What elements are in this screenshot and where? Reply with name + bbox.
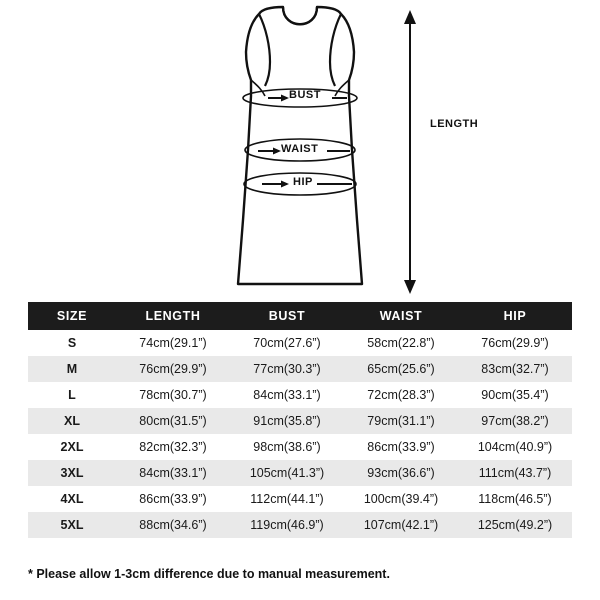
cell-length: 84cm(33.1”) [116, 460, 230, 486]
table-header-row [28, 302, 572, 330]
cell-hip: 76cm(29.9”) [458, 330, 572, 356]
cell-waist: 93cm(36.6”) [344, 460, 458, 486]
cell-waist: 100cm(39.4”) [344, 486, 458, 512]
table-row [28, 512, 572, 538]
cell-length: 86cm(33.9”) [116, 486, 230, 512]
cell-waist: 58cm(22.8”) [344, 330, 458, 356]
cell-length: 74cm(29.1”) [116, 330, 230, 356]
table-row [28, 356, 572, 382]
table-row [28, 330, 572, 356]
waist-label: WAIST [281, 143, 319, 155]
size-table [28, 302, 572, 538]
cell-hip: 104cm(40.9”) [458, 434, 572, 460]
column-header-waist: WAIST [344, 302, 458, 330]
cell-hip: 118cm(46.5”) [458, 486, 572, 512]
table-row [28, 408, 572, 434]
cell-bust: 84cm(33.1”) [230, 382, 344, 408]
cell-hip: 97cm(38.2”) [458, 408, 572, 434]
cell-size: L [28, 382, 116, 408]
cell-size: XL [28, 408, 116, 434]
cell-size: M [28, 356, 116, 382]
cell-waist: 86cm(33.9”) [344, 434, 458, 460]
cell-length: 82cm(32.3”) [116, 434, 230, 460]
column-header-size: SIZE [28, 302, 116, 330]
cell-length: 78cm(30.7”) [116, 382, 230, 408]
length-measure-arrow [404, 10, 416, 294]
cell-hip: 90cm(35.4”) [458, 382, 572, 408]
garment-diagram [0, 0, 600, 295]
table-row [28, 486, 572, 512]
cell-size: 5XL [28, 512, 116, 538]
cell-size: 3XL [28, 460, 116, 486]
length-label: LENGTH [430, 118, 479, 130]
cell-waist: 72cm(28.3”) [344, 382, 458, 408]
cell-length: 88cm(34.6”) [116, 512, 230, 538]
cell-bust: 77cm(30.3”) [230, 356, 344, 382]
cell-bust: 91cm(35.8”) [230, 408, 344, 434]
cell-waist: 65cm(25.6”) [344, 356, 458, 382]
cell-length: 80cm(31.5”) [116, 408, 230, 434]
cell-bust: 112cm(44.1”) [230, 486, 344, 512]
table-row [28, 382, 572, 408]
cell-hip: 125cm(49.2”) [458, 512, 572, 538]
size-table-wrapper [28, 302, 572, 538]
cell-size: 2XL [28, 434, 116, 460]
cell-waist: 107cm(42.1”) [344, 512, 458, 538]
cell-bust: 70cm(27.6”) [230, 330, 344, 356]
cell-size: 4XL [28, 486, 116, 512]
cell-hip: 111cm(43.7”) [458, 460, 572, 486]
column-header-bust: BUST [230, 302, 344, 330]
cell-bust: 105cm(41.3”) [230, 460, 344, 486]
cell-length: 76cm(29.9”) [116, 356, 230, 382]
table-row [28, 434, 572, 460]
hip-label: HIP [293, 176, 313, 188]
table-row [28, 460, 572, 486]
cell-size: S [28, 330, 116, 356]
cell-bust: 98cm(38.6”) [230, 434, 344, 460]
measurement-note: * Please allow 1-3cm difference due to manual measurement. [28, 567, 390, 581]
bust-label: BUST [289, 89, 321, 101]
cell-waist: 79cm(31.1”) [344, 408, 458, 434]
cell-hip: 83cm(32.7”) [458, 356, 572, 382]
column-header-hip: HIP [458, 302, 572, 330]
column-header-length: LENGTH [116, 302, 230, 330]
cell-bust: 119cm(46.9”) [230, 512, 344, 538]
